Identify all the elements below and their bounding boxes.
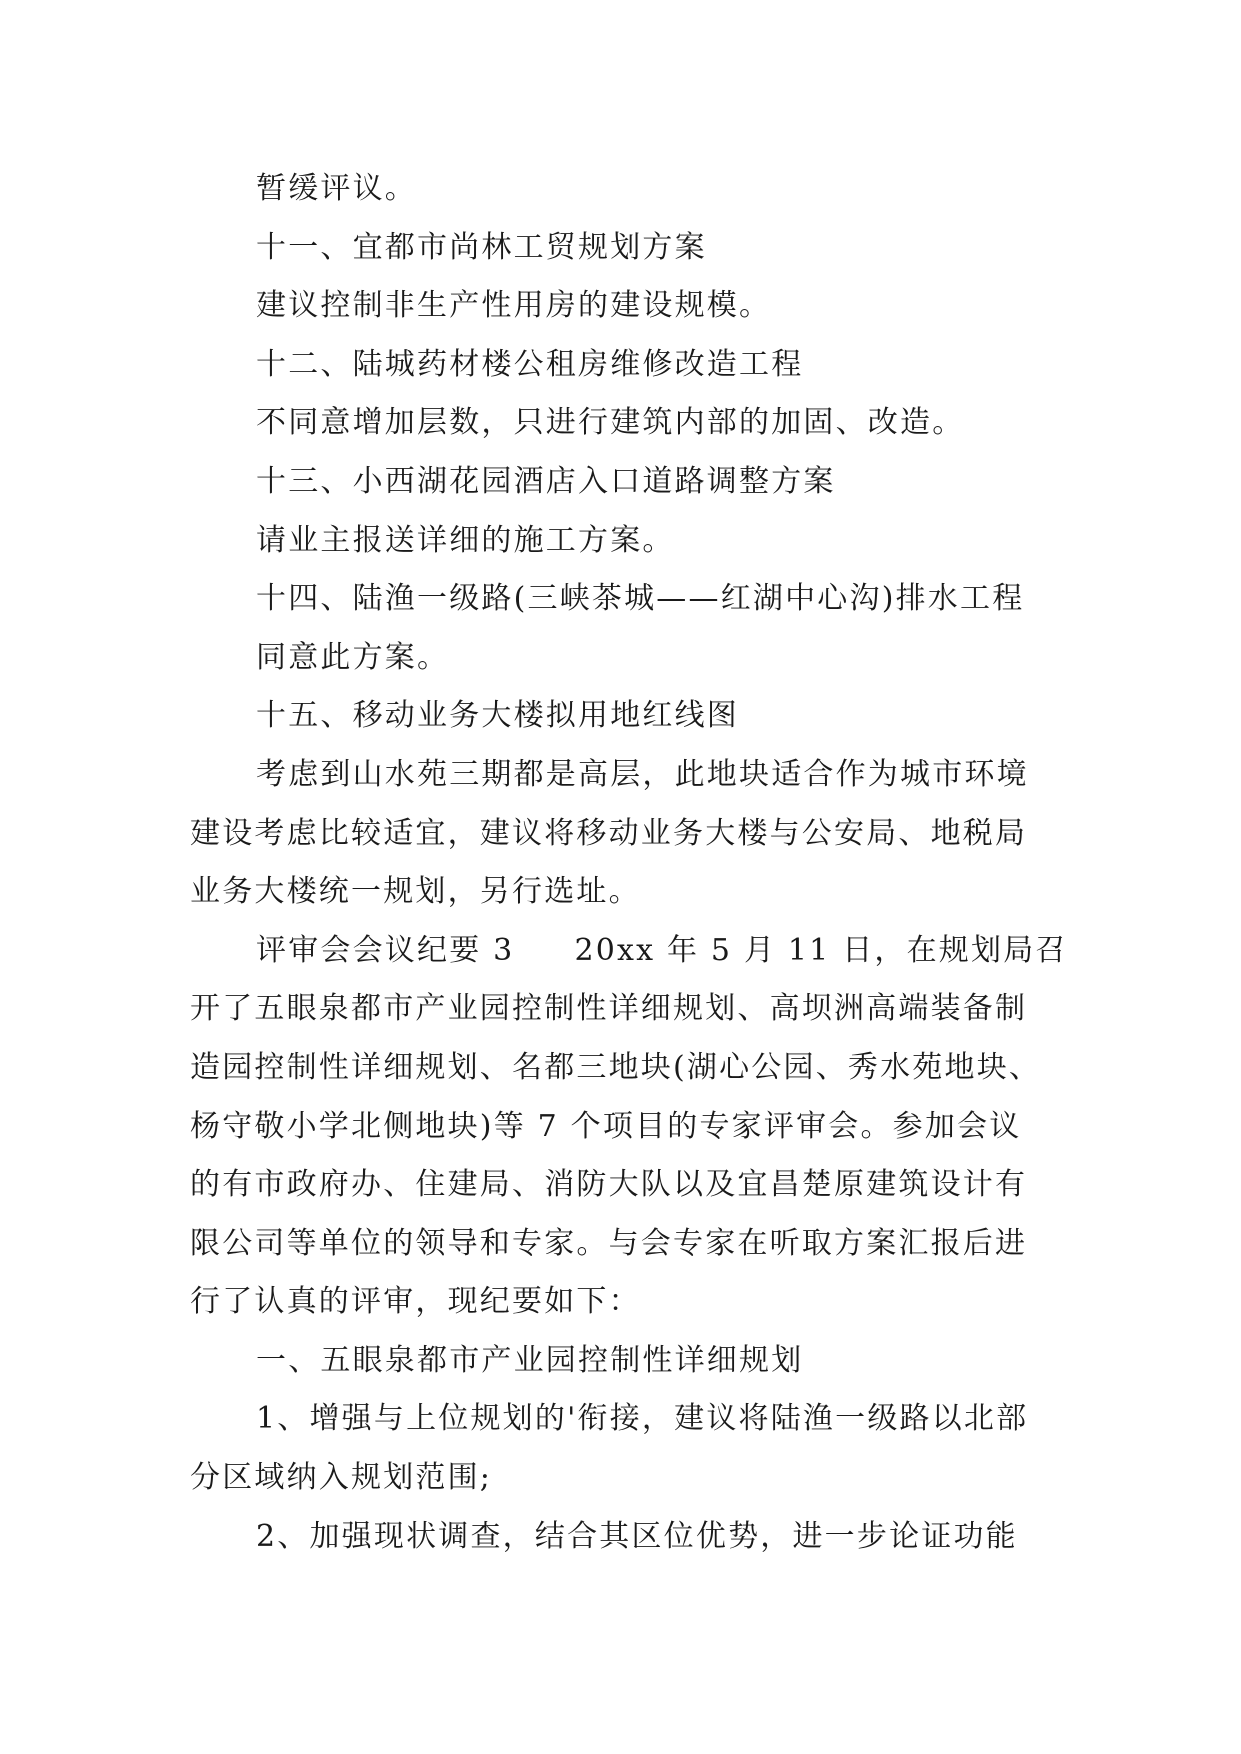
paragraph-line: 造园控制性详细规划、名都三地块(湖心公园、秀水苑地块、: [190, 1049, 1042, 1085]
section-heading: 十一、宜都市尚林工贸规划方案: [256, 229, 707, 265]
section-heading: 十三、小西湖花园酒店入口道路调整方案: [256, 463, 836, 499]
minutes-title-line: [190, 922, 1070, 981]
paragraph-line: 建议控制非生产性用房的建设规模。: [256, 288, 772, 324]
section-heading: 十五、移动业务大楼拟用地红线图: [256, 698, 739, 734]
paragraph-line: 暂缓评议。: [256, 171, 417, 206]
document-body: [190, 160, 1070, 1566]
minutes-title: 评审会会议纪要 3: [256, 932, 515, 968]
list-item: 2、加强现状调查，结合其区位优势，进一步论证功能: [256, 1518, 1018, 1554]
paragraph-line: 的有市政府办、住建局、消防大队以及宜昌楚原建筑设计有: [190, 1167, 1028, 1203]
section-heading: 一、五眼泉都市产业园控制性详细规划: [256, 1342, 804, 1378]
paragraph-line: 分区域纳入规划范围;: [190, 1460, 493, 1496]
minutes-date-clause: 20xx 年 5 月 11 日，在规划局召: [574, 932, 1068, 968]
paragraph-line: 开了五眼泉都市产业园控制性详细规划、高坝洲高端装备制: [190, 991, 1028, 1027]
section-heading: 十四、陆渔一级路(三峡茶城——红湖中心沟)排水工程: [256, 581, 1025, 617]
paragraph-line: 不同意增加层数，只进行建筑内部的加固、改造。: [256, 405, 965, 441]
list-item: 1、增强与上位规划的'衔接，建议将陆渔一级路以北部: [256, 1401, 1029, 1437]
paragraph-line: 考虑到山水苑三期都是高层，此地块适合作为城市环境: [256, 756, 1029, 792]
paragraph-line: 请业主报送详细的施工方案。: [256, 522, 675, 558]
paragraph-line: 限公司等单位的领导和专家。与会专家在听取方案汇报后进: [190, 1225, 1028, 1261]
paragraph-line: 业务大楼统一规划，另行选址。: [190, 874, 641, 910]
paragraph-line: 同意此方案。: [256, 639, 450, 675]
paragraph-line: 行了认真的评审，现纪要如下：: [190, 1284, 641, 1320]
section-heading: 十二、陆城药材楼公租房维修改造工程: [256, 346, 804, 382]
paragraph-line: 建设考虑比较适宜，建议将移动业务大楼与公安局、地税局: [190, 815, 1028, 851]
paragraph-line: 杨守敬小学北侧地块)等 7 个项目的专家评审会。参加会议: [190, 1108, 1022, 1144]
